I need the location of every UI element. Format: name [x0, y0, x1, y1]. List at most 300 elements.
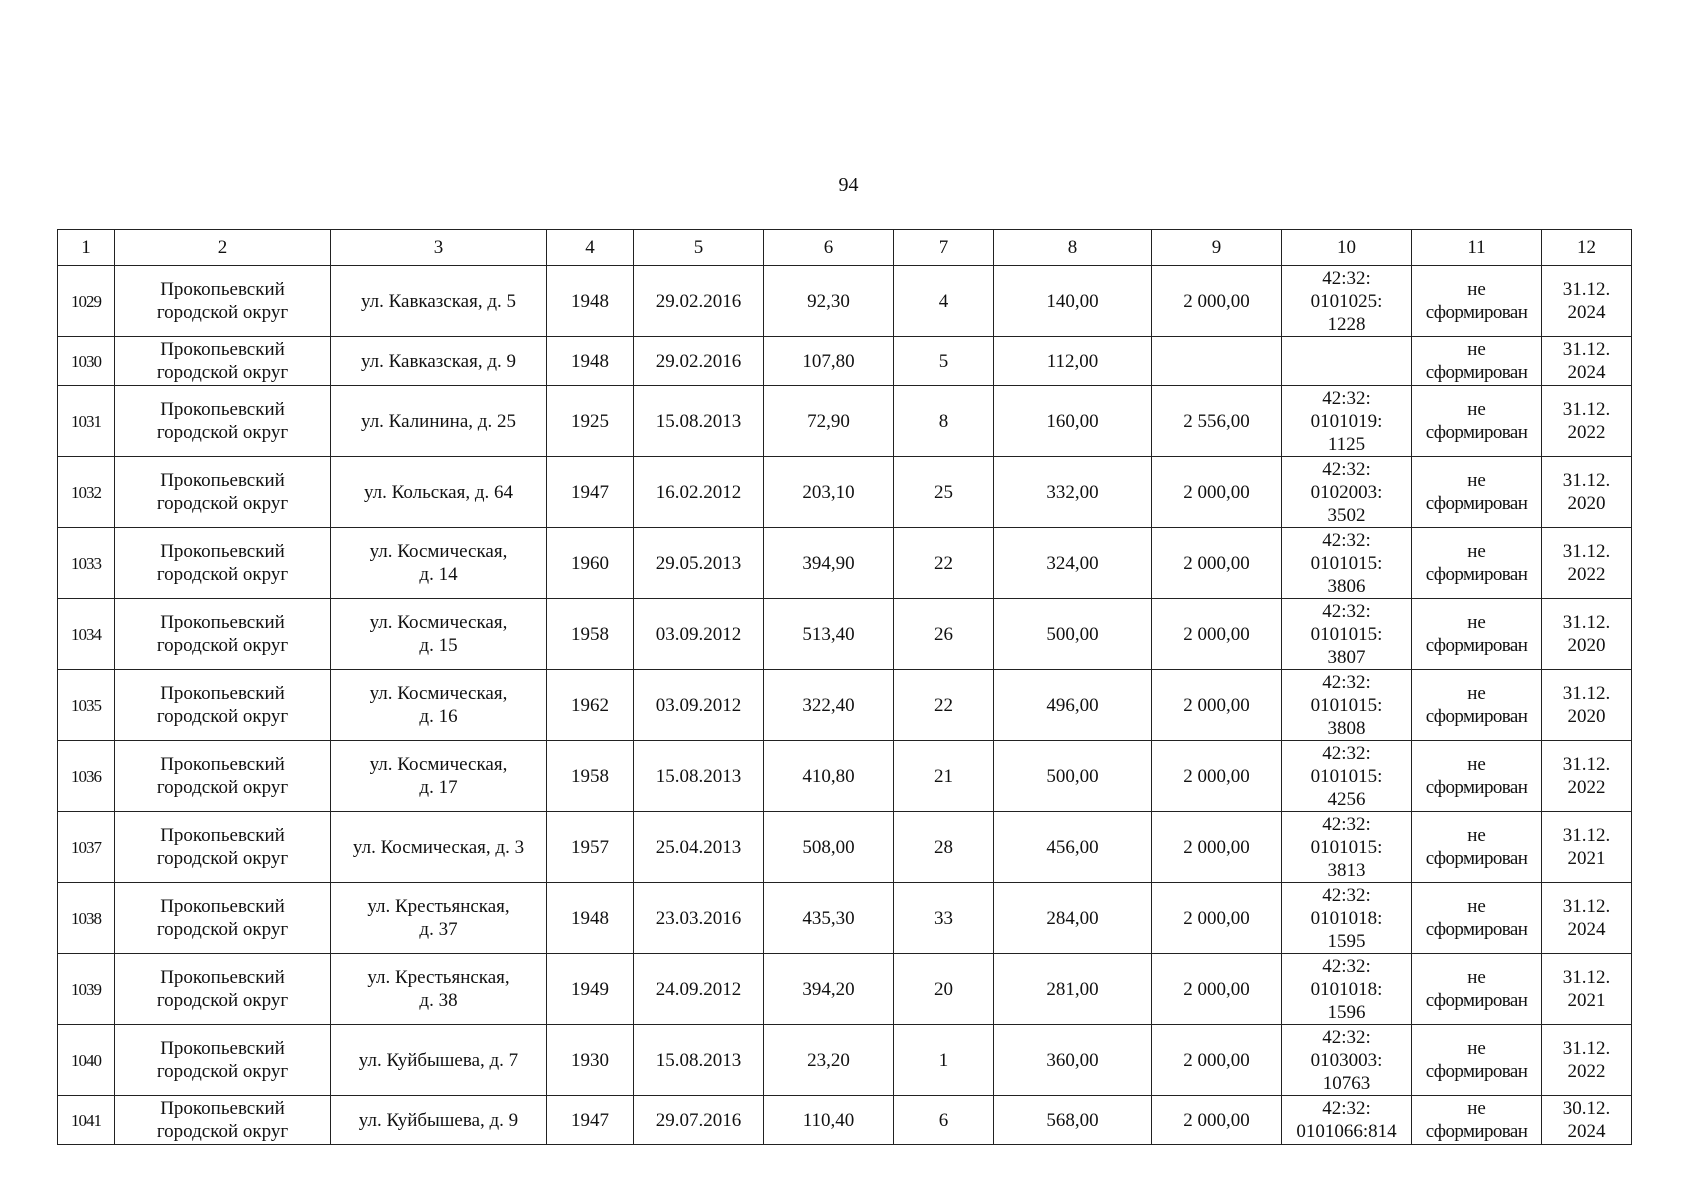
header-cell: 3: [331, 230, 547, 266]
deadline-cell: [1542, 528, 1632, 599]
cadastral-number-cell: [1282, 883, 1412, 954]
cadastral-number-cell: [1282, 741, 1412, 812]
municipality-cell-line: Прокопьевский: [160, 612, 285, 633]
address-cell-line: ул. Космическая,: [369, 754, 508, 775]
municipality-cell-line: Прокопьевский: [160, 754, 285, 775]
land-status-cell-line: сформирован: [1425, 1121, 1528, 1142]
cadastral-number-cell-line: 42:32:: [1322, 267, 1371, 289]
header-cell: 2: [115, 230, 331, 266]
area-cell: 410,80: [764, 741, 894, 812]
row-number-cell: 1036: [58, 741, 115, 812]
municipality-cell: [115, 457, 331, 528]
row-number-cell: 1035: [58, 670, 115, 741]
date-cell: 03.09.2012: [634, 670, 764, 741]
cadastral-number-cell-line: 1228: [1327, 313, 1366, 335]
year-cell: 1925: [547, 386, 634, 457]
municipality-cell-line: городской округ: [156, 706, 289, 727]
row-number-cell: 1031: [58, 386, 115, 457]
cadastral-number-cell-line: 0101015:: [1310, 552, 1383, 574]
municipality-cell-line: Прокопьевский: [160, 1098, 285, 1119]
cadastral-number-cell: [1282, 386, 1412, 457]
municipality-cell-line: городской округ: [156, 493, 289, 514]
land-status-cell-line: не: [1467, 339, 1486, 360]
cost-cell: 500,00: [994, 741, 1152, 812]
address-cell-line: ул. Куйбышева, д. 9: [358, 1109, 519, 1131]
land-status-cell-line: сформирован: [1425, 990, 1528, 1011]
land-status-cell: [1412, 528, 1542, 599]
address-cell: [331, 812, 547, 883]
area-cell: 110,40: [764, 1096, 894, 1145]
cadastral-number-cell-line: 42:32:: [1322, 742, 1371, 764]
municipality-cell: [115, 670, 331, 741]
residents-cell: 5: [894, 337, 994, 386]
housing-registry-table: [57, 229, 1632, 1145]
municipality-cell-line: Прокопьевский: [160, 896, 285, 917]
cadastral-number-cell: [1282, 954, 1412, 1025]
area-cell: 508,00: [764, 812, 894, 883]
table-row: [58, 1025, 1632, 1096]
address-cell-line: д. 37: [419, 919, 458, 940]
land-status-cell: [1412, 266, 1542, 337]
cadastral-number-cell-line: 0101015:: [1310, 836, 1383, 858]
land-status-cell-line: не: [1467, 967, 1486, 988]
municipality-cell: [115, 528, 331, 599]
cadastral-number-cell: [1282, 337, 1412, 386]
land-status-cell: [1412, 954, 1542, 1025]
municipality-cell-line: городской округ: [156, 777, 289, 798]
municipality-cell-line: Прокопьевский: [160, 470, 285, 491]
deadline-cell: [1542, 386, 1632, 457]
land-status-cell: [1412, 337, 1542, 386]
cost-cell: 324,00: [994, 528, 1152, 599]
address-cell-line: д. 15: [419, 635, 458, 656]
deadline-cell: [1542, 670, 1632, 741]
cadastral-number-cell-line: 1596: [1327, 1001, 1366, 1023]
header-cell: 4: [547, 230, 634, 266]
cost-cell: 496,00: [994, 670, 1152, 741]
municipality-cell-line: городской округ: [156, 302, 289, 323]
cadastral-number-cell-line: 0101018:: [1310, 907, 1383, 929]
deadline-cell-line: 2022: [1567, 564, 1606, 585]
table-row: [58, 883, 1632, 954]
residents-cell: 22: [894, 670, 994, 741]
deadline-cell-line: 2024: [1567, 302, 1606, 323]
header-cell: 7: [894, 230, 994, 266]
land-status-cell-line: не: [1467, 754, 1486, 775]
row-number-cell: 1038: [58, 883, 115, 954]
municipality-cell-line: Прокопьевский: [160, 279, 285, 300]
address-cell: [331, 457, 547, 528]
cadastral-number-cell: [1282, 457, 1412, 528]
limit-cell: 2 000,00: [1152, 528, 1282, 599]
cadastral-number-cell-line: 0101015:: [1310, 694, 1383, 716]
municipality-cell: [115, 337, 331, 386]
deadline-cell-line: 31.12.: [1562, 825, 1611, 846]
date-cell: 24.09.2012: [634, 954, 764, 1025]
municipality-cell-line: городской округ: [156, 362, 289, 383]
cadastral-number-cell-line: 42:32:: [1322, 1098, 1371, 1119]
year-cell: 1960: [547, 528, 634, 599]
deadline-cell: [1542, 741, 1632, 812]
address-cell-line: ул. Космическая,: [369, 541, 508, 562]
address-cell-line: ул. Кольская, д. 64: [364, 481, 513, 503]
land-status-cell: [1412, 386, 1542, 457]
row-number-cell: 1037: [58, 812, 115, 883]
address-cell: [331, 741, 547, 812]
row-number-cell: 1041: [58, 1096, 115, 1145]
residents-cell: 1: [894, 1025, 994, 1096]
land-status-cell-line: сформирован: [1425, 564, 1528, 585]
table-row: [58, 266, 1632, 337]
deadline-cell-line: 31.12.: [1562, 754, 1611, 775]
date-cell: 16.02.2012: [634, 457, 764, 528]
deadline-cell-line: 2020: [1567, 493, 1606, 514]
address-cell-line: д. 14: [419, 564, 458, 585]
deadline-cell: [1542, 1096, 1632, 1145]
cost-cell: 360,00: [994, 1025, 1152, 1096]
header-cell: 5: [634, 230, 764, 266]
cost-cell: 284,00: [994, 883, 1152, 954]
deadline-cell-line: 2020: [1567, 706, 1606, 727]
address-cell-line: ул. Куйбышева, д. 7: [358, 1049, 519, 1071]
cadastral-number-cell-line: 3806: [1327, 575, 1366, 597]
municipality-cell-line: городской округ: [156, 422, 289, 443]
residents-cell: 22: [894, 528, 994, 599]
area-cell: 513,40: [764, 599, 894, 670]
year-cell: 1949: [547, 954, 634, 1025]
row-number-cell: 1029: [58, 266, 115, 337]
address-cell: [331, 599, 547, 670]
cadastral-number-cell-line: 3807: [1327, 646, 1366, 668]
year-cell: 1948: [547, 266, 634, 337]
address-cell-line: ул. Крестьянская,: [367, 967, 510, 988]
deadline-cell-line: 31.12.: [1562, 470, 1611, 491]
date-cell: 29.02.2016: [634, 337, 764, 386]
cadastral-number-cell-line: 0101066:814: [1296, 1121, 1397, 1142]
residents-cell: 20: [894, 954, 994, 1025]
residents-cell: 33: [894, 883, 994, 954]
municipality-cell-line: городской округ: [156, 990, 289, 1011]
land-status-cell-line: сформирован: [1425, 635, 1528, 656]
deadline-cell: [1542, 266, 1632, 337]
limit-cell: 2 000,00: [1152, 599, 1282, 670]
cadastral-number-cell-line: 0101015:: [1310, 623, 1383, 645]
table-row: [58, 528, 1632, 599]
table-row: [58, 670, 1632, 741]
deadline-cell-line: 31.12.: [1562, 967, 1611, 988]
area-cell: 435,30: [764, 883, 894, 954]
municipality-cell-line: городской округ: [156, 1121, 289, 1142]
deadline-cell-line: 31.12.: [1562, 339, 1611, 360]
limit-cell: 2 000,00: [1152, 883, 1282, 954]
year-cell: 1948: [547, 883, 634, 954]
date-cell: 25.04.2013: [634, 812, 764, 883]
land-status-cell-line: не: [1467, 1038, 1486, 1059]
date-cell: 29.05.2013: [634, 528, 764, 599]
area-cell: 394,20: [764, 954, 894, 1025]
municipality-cell-line: городской округ: [156, 848, 289, 869]
cadastral-number-cell: [1282, 812, 1412, 883]
cadastral-number-cell-line: 0101019:: [1310, 410, 1383, 432]
land-status-cell-line: не: [1467, 612, 1486, 633]
address-cell-line: ул. Космическая,: [369, 612, 508, 633]
cadastral-number-cell-line: 42:32:: [1322, 529, 1371, 551]
address-cell: [331, 528, 547, 599]
deadline-cell: [1542, 954, 1632, 1025]
land-status-cell: [1412, 457, 1542, 528]
area-cell: 203,10: [764, 457, 894, 528]
row-number-cell: 1034: [58, 599, 115, 670]
table-row: [58, 954, 1632, 1025]
page-number: 94: [838, 174, 859, 196]
year-cell: 1958: [547, 599, 634, 670]
date-cell: 29.07.2016: [634, 1096, 764, 1145]
municipality-cell-line: Прокопьевский: [160, 339, 285, 360]
deadline-cell-line: 31.12.: [1562, 896, 1611, 917]
year-cell: 1947: [547, 1096, 634, 1145]
table-row: [58, 457, 1632, 528]
cadastral-number-cell-line: 0103003:: [1310, 1049, 1383, 1071]
municipality-cell: [115, 1025, 331, 1096]
limit-cell: 2 000,00: [1152, 457, 1282, 528]
address-cell-line: ул. Кавказская, д. 5: [360, 290, 517, 312]
land-status-cell-line: не: [1467, 896, 1486, 917]
header-cell: 9: [1152, 230, 1282, 266]
cadastral-number-cell-line: 42:32:: [1322, 1026, 1371, 1048]
cost-cell: 332,00: [994, 457, 1152, 528]
limit-cell: 2 000,00: [1152, 741, 1282, 812]
table-row: [58, 812, 1632, 883]
cadastral-number-cell-line: 42:32:: [1322, 884, 1371, 906]
date-cell: 29.02.2016: [634, 266, 764, 337]
table-row: [58, 337, 1632, 386]
municipality-cell-line: Прокопьевский: [160, 825, 285, 846]
municipality-cell: [115, 266, 331, 337]
limit-cell: 2 000,00: [1152, 954, 1282, 1025]
address-cell-line: д. 38: [419, 990, 458, 1011]
municipality-cell-line: городской округ: [156, 1061, 289, 1082]
land-status-cell: [1412, 670, 1542, 741]
deadline-cell-line: 31.12.: [1562, 541, 1611, 562]
year-cell: 1962: [547, 670, 634, 741]
cost-cell: 568,00: [994, 1096, 1152, 1145]
address-cell: [331, 883, 547, 954]
cadastral-number-cell-line: 0102003:: [1310, 481, 1383, 503]
municipality-cell: [115, 386, 331, 457]
header-cell: 1: [58, 230, 115, 266]
cadastral-number-cell-line: 42:32:: [1322, 671, 1371, 693]
cost-cell: 500,00: [994, 599, 1152, 670]
cadastral-number-cell-line: 3808: [1327, 717, 1366, 739]
deadline-cell: [1542, 883, 1632, 954]
header-cell: 8: [994, 230, 1152, 266]
header-cell: 10: [1282, 230, 1412, 266]
year-cell: 1930: [547, 1025, 634, 1096]
land-status-cell-line: не: [1467, 683, 1486, 704]
land-status-cell: [1412, 1025, 1542, 1096]
land-status-cell: [1412, 812, 1542, 883]
table-row: [58, 599, 1632, 670]
limit-cell: 2 556,00: [1152, 386, 1282, 457]
land-status-cell-line: не: [1467, 279, 1486, 300]
header-cell: 6: [764, 230, 894, 266]
cadastral-number-cell-line: 42:32:: [1322, 955, 1371, 977]
land-status-cell: [1412, 599, 1542, 670]
cost-cell: 281,00: [994, 954, 1152, 1025]
land-status-cell-line: сформирован: [1425, 777, 1528, 798]
cadastral-number-cell-line: 0101018:: [1310, 978, 1383, 1000]
land-status-cell-line: сформирован: [1425, 422, 1528, 443]
date-cell: 03.09.2012: [634, 599, 764, 670]
land-status-cell-line: не: [1467, 470, 1486, 491]
municipality-cell-line: Прокопьевский: [160, 683, 285, 704]
land-status-cell-line: сформирован: [1425, 706, 1528, 727]
table-row: [58, 386, 1632, 457]
residents-cell: 8: [894, 386, 994, 457]
table-row: [58, 1096, 1632, 1145]
cadastral-number-cell: [1282, 1025, 1412, 1096]
land-status-cell: [1412, 1096, 1542, 1145]
area-cell: 394,90: [764, 528, 894, 599]
municipality-cell: [115, 1096, 331, 1145]
deadline-cell-line: 2022: [1567, 422, 1606, 443]
deadline-cell: [1542, 337, 1632, 386]
deadline-cell-line: 2024: [1567, 1121, 1606, 1142]
row-number-cell: 1039: [58, 954, 115, 1025]
cadastral-number-cell: [1282, 266, 1412, 337]
area-cell: 72,90: [764, 386, 894, 457]
residents-cell: 4: [894, 266, 994, 337]
limit-cell: 2 000,00: [1152, 812, 1282, 883]
deadline-cell-line: 31.12.: [1562, 612, 1611, 633]
land-status-cell-line: сформирован: [1425, 493, 1528, 514]
date-cell: 15.08.2013: [634, 1025, 764, 1096]
municipality-cell-line: городской округ: [156, 635, 289, 656]
municipality-cell-line: городской округ: [156, 919, 289, 940]
cadastral-number-cell: [1282, 599, 1412, 670]
area-cell: 23,20: [764, 1025, 894, 1096]
residents-cell: 25: [894, 457, 994, 528]
land-status-cell-line: сформирован: [1425, 362, 1528, 383]
cost-cell: 456,00: [994, 812, 1152, 883]
cadastral-number-cell-line: 42:32:: [1322, 458, 1371, 480]
cadastral-number-cell-line: 42:32:: [1322, 387, 1371, 409]
land-status-cell-line: сформирован: [1425, 1061, 1528, 1082]
limit-cell: 2 000,00: [1152, 670, 1282, 741]
land-status-cell-line: не: [1467, 399, 1486, 420]
address-cell-line: ул. Калинина, д. 25: [361, 410, 516, 432]
address-cell-line: д. 17: [419, 777, 458, 798]
address-cell: [331, 337, 547, 386]
cadastral-number-cell-line: 0101025:: [1310, 290, 1383, 312]
limit-cell: 2 000,00: [1152, 1025, 1282, 1096]
cadastral-number-cell-line: 42:32:: [1322, 813, 1371, 835]
cadastral-number-cell: [1282, 528, 1412, 599]
deadline-cell: [1542, 457, 1632, 528]
deadline-cell-line: 2021: [1567, 990, 1606, 1011]
year-cell: 1958: [547, 741, 634, 812]
limit-cell: 2 000,00: [1152, 266, 1282, 337]
cadastral-number-cell-line: 10763: [1322, 1072, 1371, 1094]
table-row: [58, 741, 1632, 812]
deadline-cell-line: 2024: [1567, 362, 1606, 383]
deadline-cell-line: 2020: [1567, 635, 1606, 656]
cadastral-number-cell-line: 3502: [1327, 504, 1366, 526]
deadline-cell: [1542, 599, 1632, 670]
municipality-cell: [115, 883, 331, 954]
cadastral-number-cell-line: 0101015:: [1310, 765, 1383, 787]
area-cell: 322,40: [764, 670, 894, 741]
deadline-cell-line: 31.12.: [1562, 279, 1611, 300]
limit-cell: 2 000,00: [1152, 1096, 1282, 1145]
year-cell: 1947: [547, 457, 634, 528]
cadastral-number-cell: [1282, 670, 1412, 741]
cadastral-number-cell-line: 4256: [1327, 788, 1366, 810]
row-number-cell: 1033: [58, 528, 115, 599]
area-cell: 107,80: [764, 337, 894, 386]
date-cell: 15.08.2013: [634, 386, 764, 457]
deadline-cell: [1542, 812, 1632, 883]
row-number-cell: 1032: [58, 457, 115, 528]
address-cell: [331, 1096, 547, 1145]
land-status-cell-line: сформирован: [1425, 848, 1528, 869]
address-cell-line: ул. Космическая, д. 3: [352, 836, 525, 858]
deadline-cell-line: 2021: [1567, 848, 1606, 869]
residents-cell: 28: [894, 812, 994, 883]
cadastral-number-cell-line: 42:32:: [1322, 600, 1371, 622]
residents-cell: 21: [894, 741, 994, 812]
date-cell: 15.08.2013: [634, 741, 764, 812]
header-row: [58, 230, 1632, 266]
municipality-cell: [115, 954, 331, 1025]
address-cell: [331, 670, 547, 741]
header-cell: 11: [1412, 230, 1542, 266]
land-status-cell-line: не: [1467, 1098, 1486, 1119]
deadline-cell-line: 31.12.: [1562, 1038, 1611, 1059]
address-cell-line: ул. Кавказская, д. 9: [360, 350, 517, 372]
year-cell: 1957: [547, 812, 634, 883]
cadastral-number-cell-line: 3813: [1327, 859, 1366, 881]
cost-cell: 160,00: [994, 386, 1152, 457]
land-status-cell-line: не: [1467, 541, 1486, 562]
deadline-cell-line: 30.12.: [1562, 1098, 1611, 1119]
municipality-cell-line: Прокопьевский: [160, 1038, 285, 1059]
row-number-cell: 1040: [58, 1025, 115, 1096]
table-body: [58, 230, 1632, 1145]
municipality-cell-line: городской округ: [156, 564, 289, 585]
deadline-cell: [1542, 1025, 1632, 1096]
address-cell-line: ул. Крестьянская,: [367, 896, 510, 917]
cadastral-number-cell-line: 1595: [1327, 930, 1366, 952]
date-cell: 23.03.2016: [634, 883, 764, 954]
deadline-cell-line: 2022: [1567, 1061, 1606, 1082]
header-cell: 12: [1542, 230, 1632, 266]
cost-cell: 140,00: [994, 266, 1152, 337]
land-status-cell-line: сформирован: [1425, 302, 1528, 323]
cost-cell: 112,00: [994, 337, 1152, 386]
address-cell: [331, 386, 547, 457]
deadline-cell-line: 31.12.: [1562, 399, 1611, 420]
address-cell: [331, 954, 547, 1025]
municipality-cell: [115, 812, 331, 883]
year-cell: 1948: [547, 337, 634, 386]
deadline-cell-line: 31.12.: [1562, 683, 1611, 704]
municipality-cell-line: Прокопьевский: [160, 541, 285, 562]
deadline-cell-line: 2022: [1567, 777, 1606, 798]
cadastral-number-cell: [1282, 1096, 1412, 1145]
municipality-cell: [115, 741, 331, 812]
address-cell: [331, 1025, 547, 1096]
